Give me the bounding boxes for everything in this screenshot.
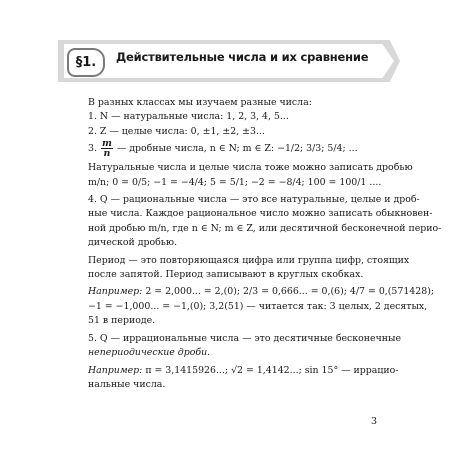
item-rational-l3: ной дробью m/n, где n ∈ N; m ∈ Z, или десятичной бесконечной перио- [88,222,442,234]
section-number: §1. [75,55,97,70]
example1-l3: 51 в периоде. [88,315,156,327]
item-natural: 1. N — натуральные числа: 1, 2, 3, 4, 5... [88,111,289,123]
page-content [88,96,442,392]
para-fractions: Натуральные числа и целые числа тоже можно записать дробью [88,162,413,174]
example1-l2: −1 = −1,000... = −1,(0); 3,2(51) — читается так: 3 целых, 2 десятых, [88,300,428,312]
section-number-badge [67,48,105,77]
item-rational-l4: дической дробью. [88,237,178,249]
para-fractions-examples: m/n; 0 = 0/5; −1 = −4/4; 5 = 5/1; −2 = −8/4; 100 = 100/1 .... [88,176,382,188]
item-irrational-l1: 5. Q — иррациональные числа — это десятичные бесконечные [88,332,402,344]
item3-examples: −1/2; 3/3; 5/4; ... [277,143,358,155]
item-integer: 2. Z — целые числа: 0, ±1, ±2, ±3... [88,125,265,137]
example1-label: Например: [88,286,143,298]
mn-numerator: m [101,138,112,150]
item-rational-l2: ные числа. Каждое рациональное число можно записать обыкновен- [88,208,433,220]
example2-l1-text: π = 3,1415926...; √2 = 1,4142...; sin 15° — иррацио- [145,364,399,376]
example1-l1-text: 2 = 2,000... = 2,(0); 2/3 = 0,666... = 0,(6); 4/7 = 0,(571428); [145,286,435,298]
example1-l1 [88,285,435,299]
item3-text: — дробные числа, n ∈ N; m ∈ Z: [116,143,275,155]
period-l2: после запятой. Период записывают в круглых скобках. [88,269,364,281]
example2-label: Например: [88,364,143,376]
mn-fraction [101,139,113,158]
item-fractional [88,139,376,158]
mn-denominator: n [103,148,111,160]
example2-l1 [88,364,399,378]
intro-line: В разных классах мы изучаем разные числа: [88,97,312,108]
example2-l2: нальные числа. [88,378,166,390]
item3-prefix: 3. [88,143,97,155]
section-title: Действительные числа и их сравнение [116,50,369,64]
item-rational-l1: 4. Q — рациональные числа — это все натуральные, целые и дроб- [88,194,420,206]
page-number: 3 [371,416,378,427]
item-irrational-l2: непериодические дроби. [88,347,211,359]
period-l1: Период — это повторяющаяся цифра или группа цифр, стоящих [88,254,410,266]
